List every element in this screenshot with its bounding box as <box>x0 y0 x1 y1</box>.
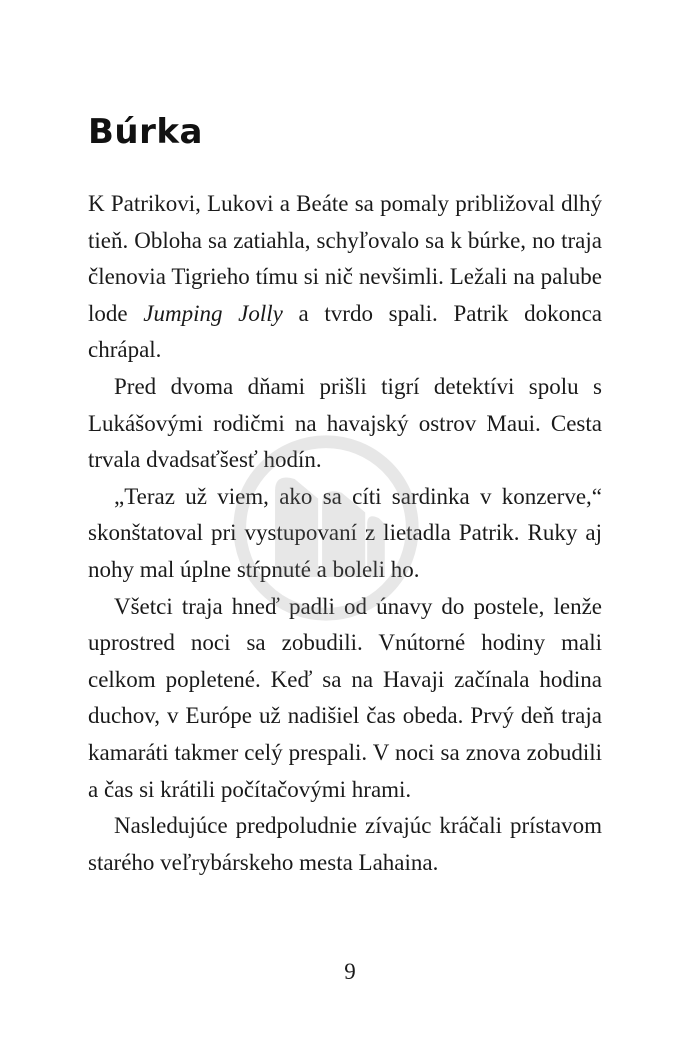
page-number: 9 <box>344 959 356 984</box>
paragraph-3: „Teraz už viem, ako sa cíti sardinka v konzerve,“ skonštatoval pri vystupovaní z lietadla Patrik. Ruky aj nohy mal úplne stŕpnuté a boleli ho. <box>88 483 602 582</box>
paragraph-1 <box>88 186 602 369</box>
chapter-title: Búrka <box>88 112 203 152</box>
paragraph-5: Nasledujúce predpoludnie zívajúc kráčali prístavom starého veľrybárskeho mesta Lahaina. <box>88 813 602 875</box>
paragraph-4: Všetci traja hneď padli od únavy do postele, lenže uprostred noci sa zobudili. Vnútorné hodiny mali celkom popletené. Keď sa na Havaji začínala hodina duchov, v Európe už nadišiel čas obeda. Prvý deň traja kamaráti takmer celý prespali. V noci sa znova zobudili a čas si krátili počítačovými hrami. <box>88 593 602 802</box>
paragraph-1-text-end: a tvrdo spali. Patrik dokonca chrápal. <box>88 300 603 363</box>
boat-name: Jumping Jolly <box>143 300 283 326</box>
paragraph-1-text-start: K Patrikovi, Lukovi a Beáte sa pomaly približoval dlhý tieň. Obloha sa zatiahla, schyľovalo sa k búrke, no traja členovia Tigrieho tímu si nič nevšimli. Ležali na palube lode <box>88 191 602 326</box>
chapter-body <box>88 186 602 881</box>
paragraph-2: Pred dvoma dňami prišli tigrí detektívi spolu s Lukášovými rodičmi na havajský ostrov Maui. Cesta trvala dvadsaťšesť hodín. <box>88 373 602 473</box>
